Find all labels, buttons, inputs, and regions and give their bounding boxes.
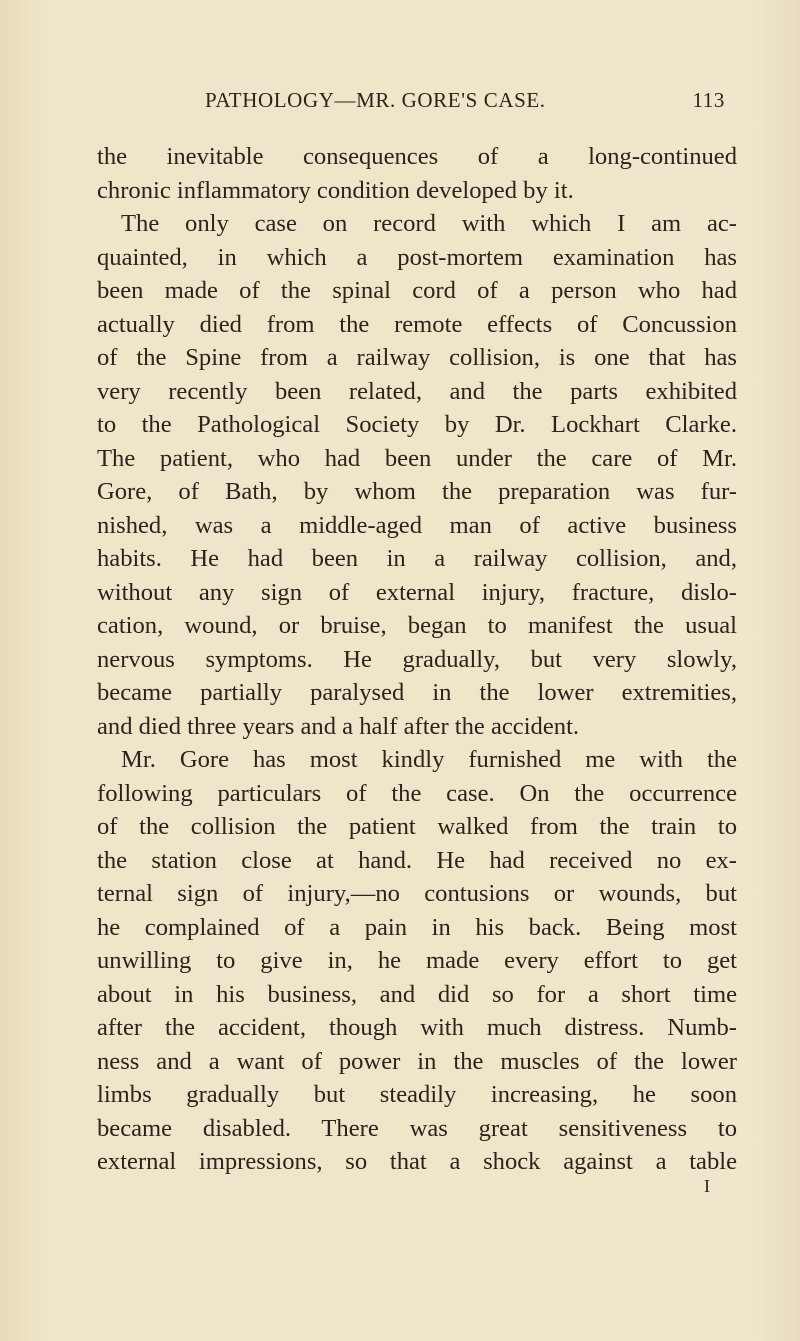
text-line: ness and a want of power in the muscles of the lower [97, 1047, 737, 1075]
running-title: PATHOLOGY—MR. GORE'S CASE. [205, 88, 546, 112]
text-line: following particulars of the case. On the occurrence [97, 779, 737, 807]
text-line: chronic inflammatory condition developed by it. [97, 176, 574, 204]
text-line: nished, was a middle-aged man of active business [97, 511, 737, 539]
text-line: Gore, of Bath, by whom the preparation was fur- [97, 478, 737, 505]
text-line: became partially paralysed in the lower extremities, [97, 679, 737, 706]
text-line: unwilling to give in, he made every effort to get [97, 947, 737, 974]
text-line: limbs gradually but steadily increasing, he soon [97, 1081, 737, 1108]
text-line: Mr. Gore has most kindly furnished me with the [121, 746, 737, 773]
text-line: about in his business, and did so for a short time [97, 980, 737, 1008]
page-number: 113 [692, 88, 725, 112]
text-line: the station close at hand. He had received no ex- [97, 846, 737, 874]
text-line: very recently been related, and the parts exhibited [97, 377, 737, 405]
body-text [97, 140, 737, 1179]
text-line: and died three years and a half after the accident. [97, 712, 580, 740]
text-line: the inevitable consequences of a long-continued [97, 143, 737, 170]
text-line: nervous symptoms. He gradually, but very slowly, [97, 645, 737, 673]
text-line: he complained of a pain in his back. Being most [97, 913, 737, 941]
page-header [205, 88, 725, 116]
text-line: of the collision the patient walked from the train to [97, 813, 737, 840]
text-line: to the Pathological Society by Dr. Lockhart Clarke. [97, 411, 737, 438]
text-line: external impressions, so that a shock against a table [97, 1148, 737, 1175]
text-line: of the Spine from a railway collision, is one that has [97, 344, 737, 371]
text-line: cation, wound, or bruise, began to manifest the usual [97, 612, 737, 639]
signature-mark: I [704, 1176, 710, 1196]
text-line: became disabled. There was great sensitiveness to [97, 1114, 737, 1142]
text-line: actually died from the remote effects of Concussion [97, 310, 737, 338]
text-line: habits. He had been in a railway collision, and, [97, 545, 737, 572]
text-line: The patient, who had been under the care of Mr. [97, 444, 737, 472]
text-line: quainted, in which a post-mortem examination has [97, 243, 737, 271]
text-line: without any sign of external injury, fracture, dislo- [97, 578, 737, 606]
text-line: been made of the spinal cord of a person who had [97, 277, 737, 304]
text-line: after the accident, though with much distress. Numb- [97, 1014, 737, 1041]
text-line: ternal sign of injury,—no contusions or wounds, but [97, 880, 737, 907]
text-line: The only case on record with which I am ac- [121, 210, 737, 237]
